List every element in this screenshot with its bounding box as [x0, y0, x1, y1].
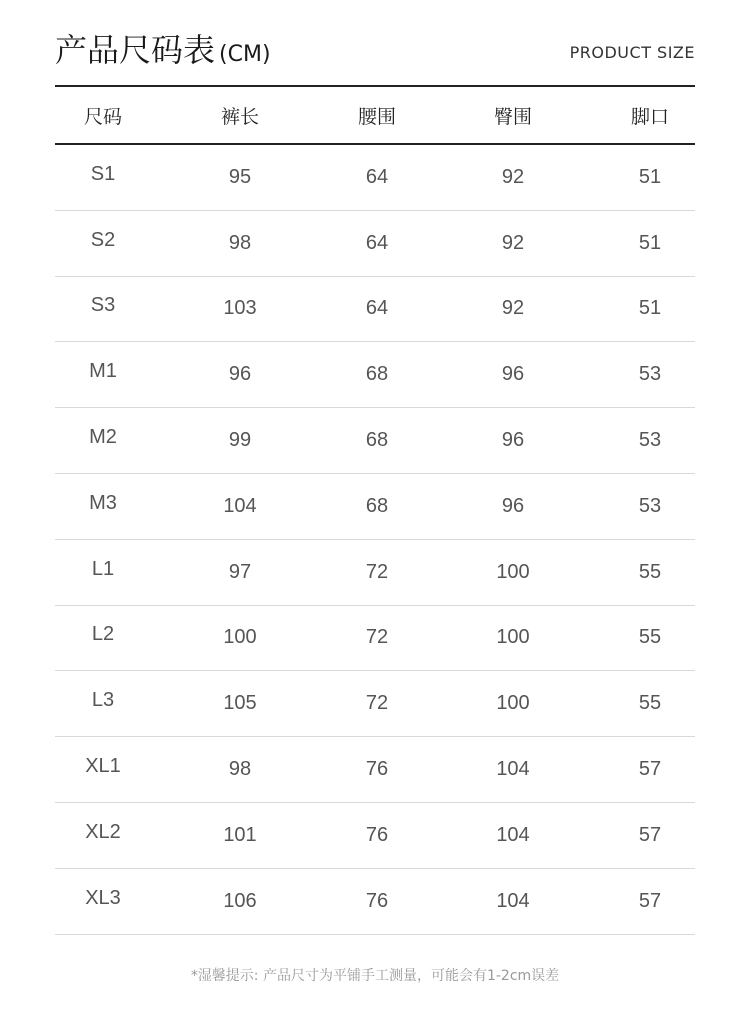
cell-length: 100 — [223, 626, 257, 649]
column-header-size: 尺码 — [83, 105, 123, 128]
cell-length: 97 — [228, 560, 252, 583]
cell-waist: 68 — [365, 363, 389, 386]
cell-size: S2 — [90, 228, 116, 251]
cell-hem: 53 — [638, 429, 662, 452]
table-body — [55, 145, 695, 935]
cell-hem: 55 — [638, 626, 662, 649]
table-row — [55, 540, 695, 606]
cell-size: S1 — [90, 162, 116, 185]
cell-size: XL1 — [85, 755, 121, 778]
cell-size: XL3 — [85, 886, 121, 909]
cell-hip: 96 — [501, 494, 525, 517]
cell-waist: 64 — [365, 231, 389, 254]
cell-size: S3 — [90, 294, 116, 317]
cell-length: 106 — [223, 889, 257, 912]
table-row — [55, 474, 695, 540]
cell-hip: 100 — [496, 626, 530, 649]
cell-hip: 100 — [496, 692, 530, 715]
cell-hem: 57 — [638, 889, 662, 912]
cell-hem: 55 — [638, 560, 662, 583]
cell-hem: 57 — [638, 758, 662, 781]
cell-hem: 51 — [638, 165, 662, 188]
table-row — [55, 342, 695, 408]
cell-hip: 100 — [496, 560, 530, 583]
cell-hem: 53 — [638, 494, 662, 517]
table-row — [55, 803, 695, 869]
cell-hip: 96 — [501, 363, 525, 386]
cell-size: L1 — [91, 557, 115, 580]
cell-size: L3 — [91, 689, 115, 712]
cell-hip: 96 — [501, 429, 525, 452]
table-row — [55, 737, 695, 803]
size-chart-header — [55, 28, 695, 72]
cell-hip: 104 — [496, 889, 530, 912]
cell-hem: 51 — [638, 231, 662, 254]
cell-hip: 104 — [496, 823, 530, 846]
column-header-hip: 臀围 — [493, 105, 533, 128]
cell-length: 98 — [228, 758, 252, 781]
column-header-hem: 脚口 — [630, 105, 670, 128]
cell-length: 101 — [223, 823, 257, 846]
cell-hip: 92 — [501, 165, 525, 188]
cell-length: 103 — [223, 297, 257, 320]
table-row — [55, 408, 695, 474]
cell-length: 96 — [228, 363, 252, 386]
table-row — [55, 671, 695, 737]
cell-size: M2 — [89, 426, 117, 449]
cell-length: 98 — [228, 231, 252, 254]
cell-waist: 72 — [365, 626, 389, 649]
page-title — [55, 28, 271, 77]
table-row — [55, 277, 695, 343]
cell-size: M1 — [89, 360, 117, 383]
table-row — [55, 211, 695, 277]
cell-waist: 72 — [365, 560, 389, 583]
footnote: *湿馨提示: 产品尺寸为平铺手工测量，可能会有1-2cm误差 — [190, 968, 560, 984]
cell-length: 105 — [223, 692, 257, 715]
size-table — [55, 85, 695, 935]
cell-hip: 92 — [501, 231, 525, 254]
cell-length: 99 — [228, 429, 252, 452]
cell-size: M3 — [89, 491, 117, 514]
cell-waist: 76 — [365, 758, 389, 781]
table-row — [55, 145, 695, 211]
cell-hem: 51 — [638, 297, 662, 320]
cell-hip: 92 — [501, 297, 525, 320]
cell-hem: 55 — [638, 692, 662, 715]
cell-size: L2 — [91, 623, 115, 646]
cell-waist: 76 — [365, 823, 389, 846]
cell-length: 104 — [223, 494, 257, 517]
title-unit: (CM) — [219, 42, 271, 67]
cell-waist: 76 — [365, 889, 389, 912]
table-row — [55, 606, 695, 672]
cell-hem: 53 — [638, 363, 662, 386]
cell-length: 95 — [228, 165, 252, 188]
table-header-row — [55, 85, 695, 145]
cell-size: XL2 — [85, 820, 121, 843]
title-text: 产品尺码表 — [55, 31, 216, 69]
column-header-length: 裤长 — [220, 105, 260, 128]
column-header-waist: 腰围 — [357, 105, 397, 128]
cell-hip: 104 — [496, 758, 530, 781]
page-subtitle: PRODUCT SIZE — [569, 43, 695, 62]
cell-waist: 72 — [365, 692, 389, 715]
cell-waist: 64 — [365, 165, 389, 188]
table-row — [55, 869, 695, 935]
cell-waist: 68 — [365, 494, 389, 517]
cell-hem: 57 — [638, 823, 662, 846]
cell-waist: 68 — [365, 429, 389, 452]
cell-waist: 64 — [365, 297, 389, 320]
